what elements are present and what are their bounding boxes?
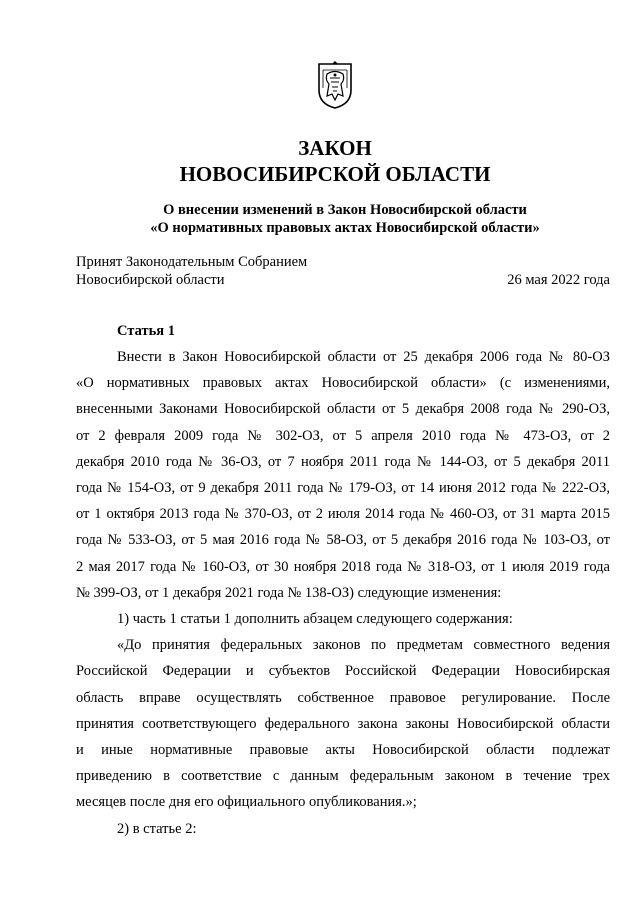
article-line: «О нормативных правовых актах Новосибирской области» (с изменениями,	[76, 375, 610, 392]
article-heading: Статья 1	[117, 323, 175, 339]
article-line: декабря 2010 года № 36-ОЗ, от 7 ноября 2011 года № 144-ОЗ, от 5 декабря 2011	[76, 453, 610, 470]
adoption-date: 26 мая 2022 года	[507, 272, 610, 288]
quote-line: «До принятия федеральных законов по предметам совместного ведения	[117, 637, 610, 654]
law-subject-line2: «О нормативных правовых актах Новосибирской области»	[150, 220, 540, 236]
article-line: года № 533-ОЗ, от 5 мая 2016 года № 58-ОЗ, от 5 декабря 2016 года № 103-ОЗ, от	[76, 532, 610, 549]
quote-line: область вправе осуществлять собственное правовое регулирование. После	[76, 689, 610, 706]
article-line: 2 мая 2017 года № 160-ОЗ, от 30 ноября 2018 года № 318-ОЗ, от 1 июля 2019 года	[76, 558, 610, 575]
article-line: от 2 февраля 2009 года № 302-ОЗ, от 5 апреля 2010 года № 473-ОЗ, от 2	[76, 427, 610, 444]
article-line: Внести в Закон Новосибирской области от 25 декабря 2006 года № 80-ОЗ	[117, 349, 610, 365]
coat-of-arms-icon	[315, 60, 355, 110]
quote-line: месяцев после дня его официального опубликования.»;	[76, 794, 417, 811]
quote-line: Российской Федерации и субъектов Российской Федерации Новосибирская	[76, 663, 610, 680]
quote-line: принятия соответствующего федерального закона законы Новосибирской области	[76, 715, 610, 732]
item-1: 1) часть 1 статьи 1 дополнить абзацем следующего содержания:	[117, 611, 513, 628]
item-2: 2) в статье 2:	[117, 820, 197, 837]
article-line: года № 154-ОЗ, от 9 декабря 2011 года № 179-ОЗ, от 14 июня 2012 года № 222-ОЗ,	[76, 480, 610, 497]
article-line: от 1 октября 2013 года № 370-ОЗ, от 2 июля 2014 года № 460-ОЗ, от 31 марта 2015	[76, 506, 610, 523]
adoption-line2: Новосибирской области	[76, 272, 225, 288]
law-title: ЗАКОН	[298, 136, 372, 160]
adoption-line1: Принят Законодательным Собранием	[76, 254, 308, 270]
quote-line: приведению в соответствие с данным федеральным законом в течение трех	[76, 768, 610, 785]
article-line: внесенными Законами Новосибирской области от 5 декабря 2008 года № 290-ОЗ,	[76, 401, 610, 418]
quote-line: и иные нормативные правовые акты Новосибирской области подлежат	[76, 742, 610, 759]
law-region-title: НОВОСИБИРСКОЙ ОБЛАСТИ	[179, 162, 491, 186]
law-subject-line1: О внесении изменений в Закон Новосибирской области	[163, 202, 527, 218]
article-line: № 399-ОЗ, от 1 декабря 2021 года № 138-ОЗ) следующие изменения:	[76, 584, 502, 601]
article-body	[76, 344, 610, 842]
